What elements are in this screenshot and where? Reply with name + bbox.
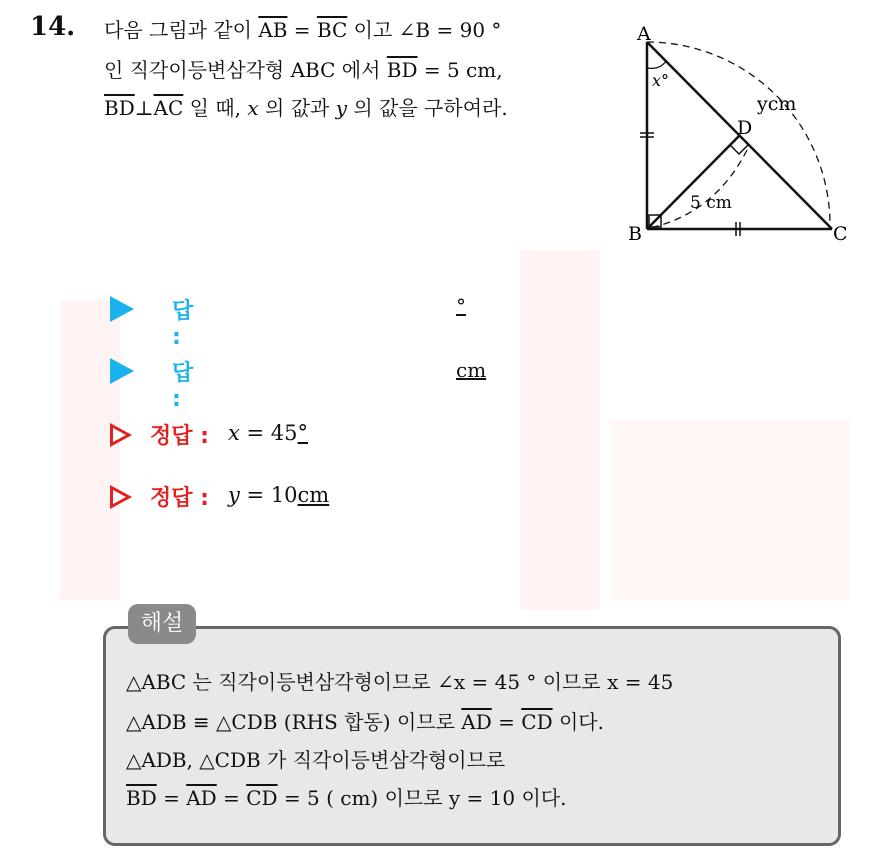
correct-answer-row-2 [110, 480, 330, 514]
explanation-line-3: △ADB, △CDB 가 직각이등변삼각형이므로 [126, 748, 506, 772]
answer-row-1 [110, 292, 194, 350]
explanation-line-4: $\overline{BD} = \overline{AD} = \overline{CD} = 5$ ( cm) 이므로 y = 10 이다. [126, 786, 567, 810]
answer-label: 답 : [172, 299, 194, 350]
question-number: 14. [30, 12, 76, 42]
answer-unit-degree: ° [456, 294, 466, 318]
question-line-1: 다음 그림과 같이 $\overline{AB} = \overline{BC}$ 이고 ∠B = 90 ° [104, 18, 502, 42]
answer-label: 답 : [172, 361, 194, 412]
explanation-tab: 해설 [128, 604, 196, 644]
correct-value: y = 10cm [228, 483, 330, 507]
vertex-label-d: D [737, 117, 753, 139]
question-line-2: 인 직각이등변삼각형 ABC 에서 $\overline{BD} = 5$ cm, [104, 58, 503, 82]
explanation-line-1: △ABC 는 직각이등변삼각형이므로 ∠x = 45 ° 이므로 x = 45 [126, 670, 674, 694]
arc-label-y: ycm [757, 93, 797, 115]
answer-row-2 [110, 354, 194, 412]
correct-value: x = 45° [228, 421, 309, 445]
vertex-label-c: C [833, 223, 848, 245]
play-arrow-icon [110, 358, 134, 384]
play-arrow-icon [110, 296, 134, 322]
correct-label: 정답 : [150, 424, 209, 449]
angle-label-x: x° [652, 71, 670, 90]
outline-arrow-icon [110, 485, 132, 509]
correct-answer-row-1 [110, 418, 309, 452]
question-line-3: $\overline{BD}\perp\overline{AC}$ 일 때, x 의 값과 y 의 값을 구하여라. [104, 96, 508, 120]
triangle-figure [620, 18, 860, 248]
vertex-label-a: A [637, 23, 651, 45]
answer-unit-cm: cm [456, 358, 487, 382]
explanation-line-2: △ADB ≡ △CDB (RHS 합동) 이므로 $\overline{AD} = \overline{CD}$ 이다. [126, 710, 604, 734]
explanation-box [103, 626, 841, 846]
vertex-label-b: B [628, 223, 642, 245]
bd-length-label: 5 cm [690, 193, 732, 213]
dashed-curve-bd [650, 150, 747, 228]
correct-label: 정답 : [150, 486, 209, 511]
background-tint [520, 250, 600, 610]
angle-arc-a [647, 61, 666, 68]
background-tint [610, 420, 850, 600]
outline-arrow-icon [110, 423, 132, 447]
